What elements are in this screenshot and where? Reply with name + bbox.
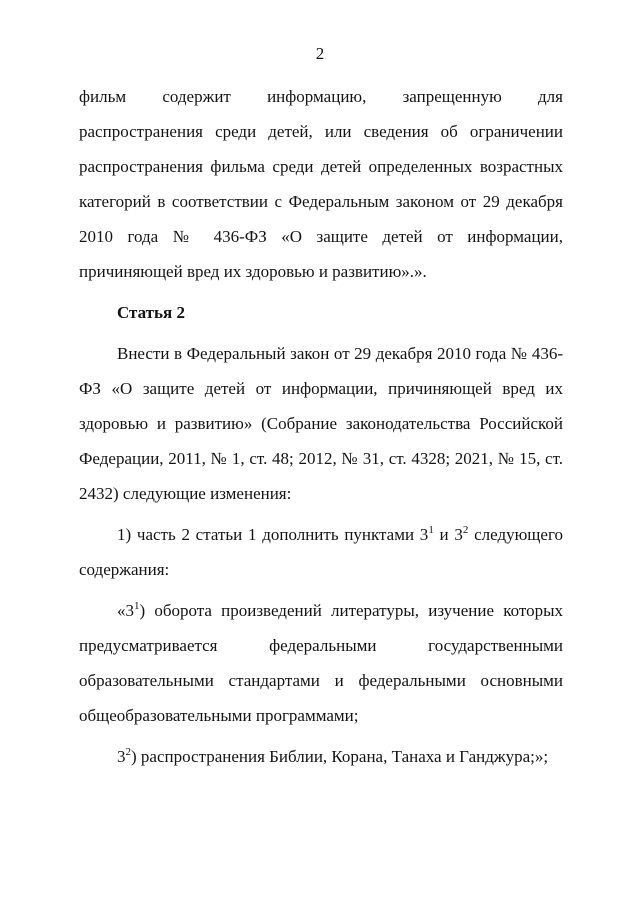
item-1-text-prefix: 1) часть 2 статьи 1 дополнить пунктами 3 — [117, 525, 429, 544]
point-3-1-open: «3 — [117, 601, 134, 620]
item-1-text-middle: и 3 — [433, 525, 463, 544]
item-1-superscript-a: 1 — [428, 524, 434, 536]
amendment-intro-paragraph: Внести в Федеральный закон от 29 декабря 2010 года № 436-ФЗ «О защите детей от информации, причиняющей вред их здоровью и развитию» (Собрание законодательства Российской Федерации, 2011, № 1, ст. 48; 2012, № 31, ст. 4328; 2021, № 15, ст. 2432) следующие изменения: — [79, 344, 563, 503]
point-3-2-text: ) распространения Библии, Корана, Танаха и Ганджура;»; — [131, 747, 549, 766]
item-1-superscript-b: 2 — [462, 524, 469, 536]
point-3-2-paragraph — [79, 739, 563, 774]
item-1-paragraph — [79, 517, 563, 587]
item-1-text-suffix: следующего содержания: — [79, 525, 563, 579]
page-number: 2 — [315, 44, 325, 63]
point-3-1-superscript: 1 — [134, 600, 140, 612]
point-3-1-paragraph — [79, 593, 563, 733]
continuation-paragraph: фильм содержит информацию, запрещенную для распространения среди детей, или сведения об ограничении распространения фильма среди детей определенных возрастных категорий в соответствии с Федеральным законом от 29 декабря 2010 года № 436-ФЗ «О защите детей от информации, причиняющей вред их здоровью и развитию».». — [79, 87, 563, 281]
point-3-2-superscript: 2 — [125, 746, 131, 758]
point-3-1-text: ) оборота произведений литературы, изучение которых предусматривается федеральными государственными образовательными стандартами и федеральными основными общеобразовательными программами; — [79, 601, 563, 725]
document-body — [79, 79, 563, 774]
point-3-2-open: 3 — [117, 747, 126, 766]
article-heading: Статья 2 — [117, 303, 185, 322]
